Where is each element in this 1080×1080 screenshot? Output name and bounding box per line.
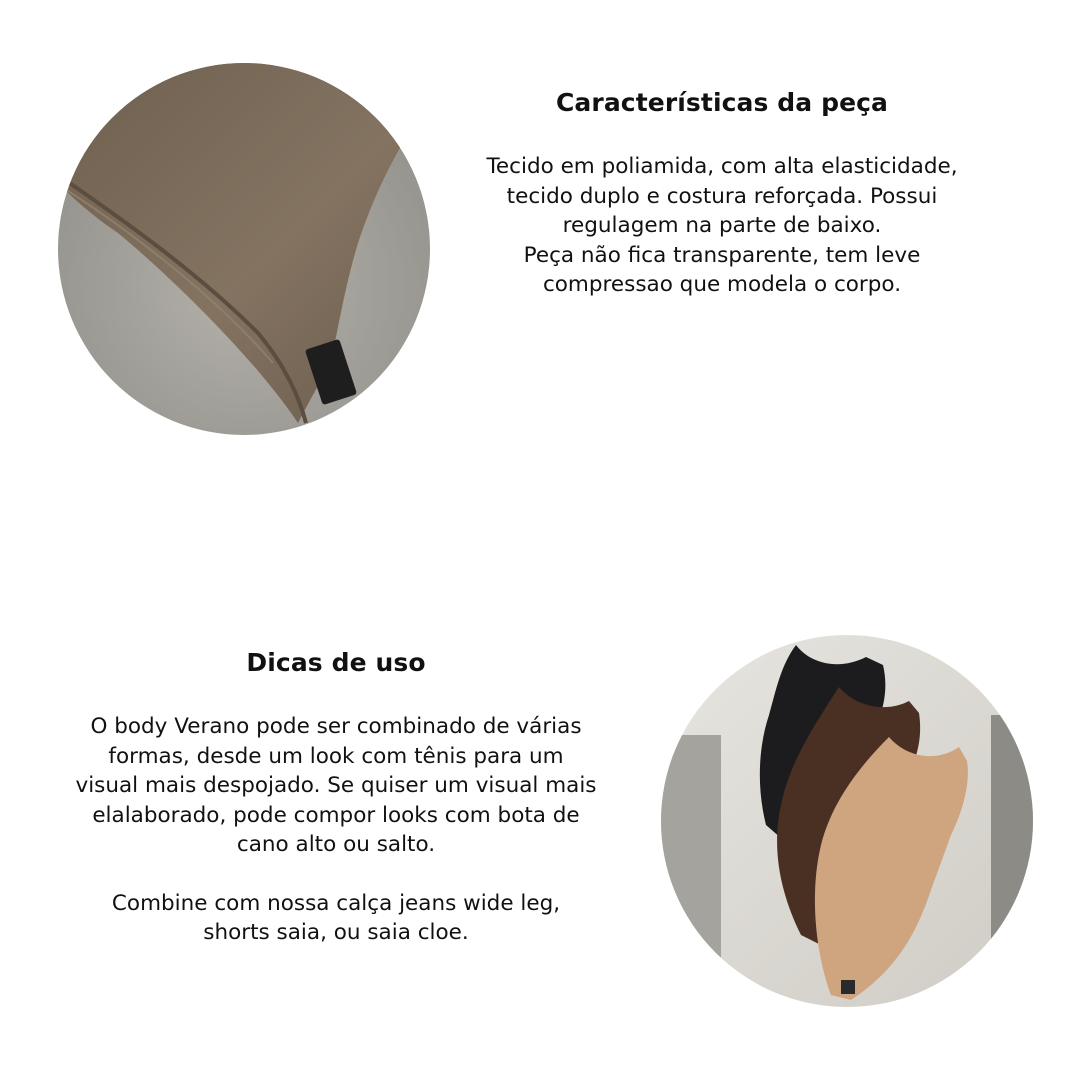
- three-bodysuits-photo: [661, 635, 1033, 1007]
- caracteristicas-section: [462, 88, 982, 300]
- caracteristicas-title: Características da peça: [555, 88, 889, 117]
- dicas-section: [58, 648, 614, 948]
- fabric-closeup-photo: [58, 63, 430, 435]
- dicas-title: Dicas de uso: [246, 648, 426, 677]
- dicas-paragraph-1: O body Verano pode ser combinado de várias formas, desde um look com tênis para um visual mais despojado. Se quiser um visual mais elalaborado, pode compor looks com bota de cano alto ou salto.: [75, 714, 597, 857]
- dicas-paragraph-2: Combine com nossa calça jeans wide leg, shorts saia, ou saia cloe.: [111, 890, 561, 945]
- caracteristicas-text: Tecido em poliamida, com alta elasticidade, tecido duplo e costura reforçada. Possui regulagem na parte de baixo. Peça não fica transparente, tem leve compressao que modela o corpo.: [486, 154, 958, 297]
